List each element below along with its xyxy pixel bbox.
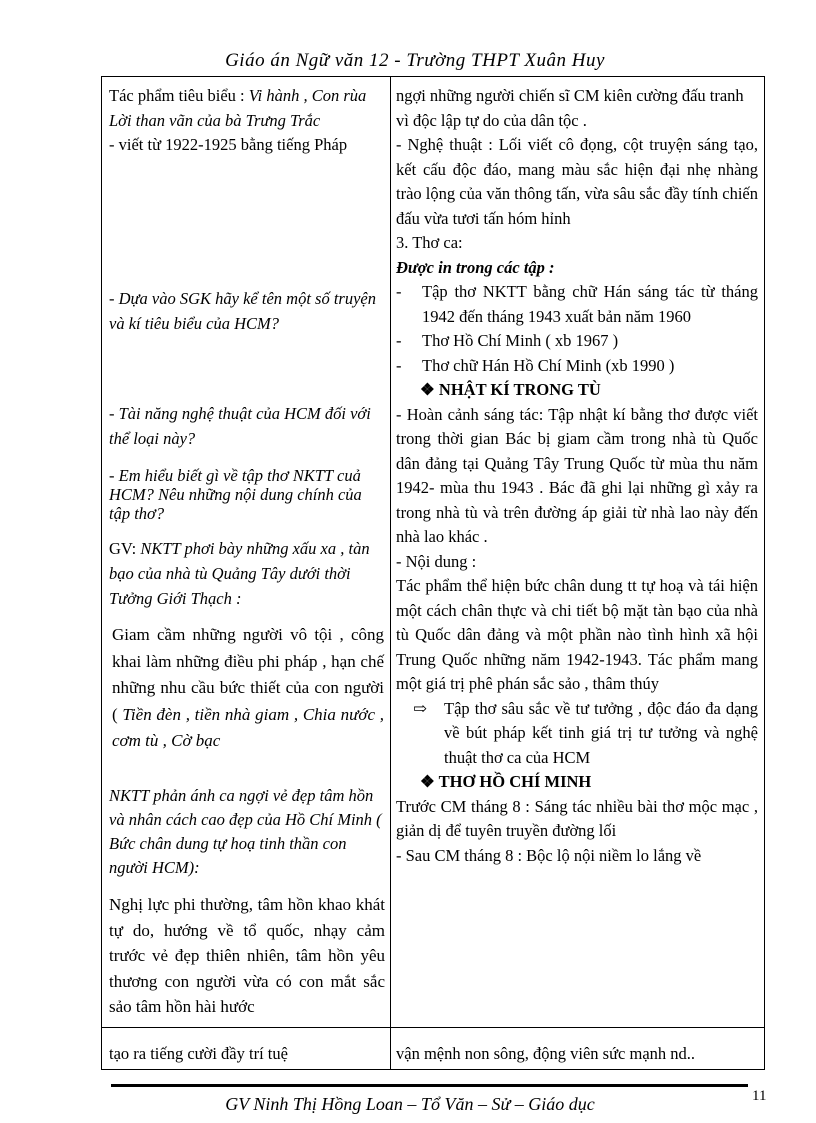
arrow-icon: ⇨ (413, 698, 427, 718)
bullet-mark: - (396, 282, 402, 301)
left-column-top (109, 84, 385, 158)
right-after-revolution: - Sau CM tháng 8 : Bộc lộ nội niềm lo lắng về (396, 845, 702, 865)
right-before-revolution: Trước CM tháng 8 : Sáng tác nhiều bài thơ mộc mạc , giản dị để tuyên truyền đường lối (396, 796, 758, 840)
list-item (396, 280, 758, 329)
question-1: - Dựa vào SGK hãy kể tên một số truyện và kí tiêu biểu của HCM? (109, 289, 376, 333)
right-art: - Nghệ thuật : Lối viết cô đọng, cột truyện sáng tạo, kết cấu độc đáo, mang màu sắc hiện đại nhẹ nhàng trào lộng của văn thông tấn, vừa sâu sắc đầy tính chiến đấu vừa tươi tấn hóm hỉnh (396, 135, 758, 228)
page-footer: GV Ninh Thị Hồng Loan – Tổ Văn – Sử – Giáo dục (225, 1094, 595, 1114)
p1-text: Giam cầm những người vô tội , công khai làm những điều phi pháp , hạn chế những nhu cầu bức thiết của con người ( (112, 625, 384, 724)
left-written-line: - viết từ 1922-1925 bằng tiếng Pháp (109, 135, 348, 154)
list-item-text: Tập thơ NKTT bằng chữ Hán sáng tác từ tháng 1942 đến tháng 1943 xuất bản năm 1960 (422, 282, 758, 326)
question-3: - Em hiểu biết gì về tập thơ NKTT cuả HCM? Nêu những nội dung chính của tập thơ? (109, 466, 362, 523)
gv-note-text: NKTT phơi bày những xấu xa , tàn bạo của nhà tù Quảng Tây dưới thời Tưởng Giới Thạch : (109, 539, 370, 608)
gv-label: GV: (109, 539, 141, 558)
heading-poetry: ❖ THƠ HỒ CHÍ MINH (420, 772, 592, 791)
question-2: - Tài năng nghệ thuật của HCM đối với thể loại này? (109, 404, 371, 448)
left-paragraph-3: Nghị lực phi thường, tâm hồn khao khát tự do, hướng về tổ quốc, nhạy cảm trước vẻ đẹp thiên nhiên, tâm hồn yêu thương con người vừa có con mắt sắc sảo tâm hồn hài hước (109, 895, 385, 1016)
right-published-in: Được in trong các tập : (396, 257, 555, 277)
row-divider (101, 1027, 765, 1028)
right-column (396, 84, 758, 868)
left-paragraph-1 (112, 622, 384, 755)
left-works-line (109, 84, 385, 133)
list-item (396, 329, 758, 354)
left-paragraph-2: NKTT phản ánh ca ngợi vẻ đẹp tâm hồn và nhân cách cao đẹp của Hồ Chí Minh ( Bức chân dung tự hoạ tinh thần con người HCM): (109, 786, 382, 877)
footer-rule (111, 1084, 748, 1087)
right-context: - Hoàn cảnh sáng tác: Tập nhật kí bằng thơ được viết trong thời gian Bác bị giam cầm trong nhà tù Quốc dân đảng tại Quảng Tây Trung Quốc từ mùa thu năm 1942- mùa thu 1943 . Bác đã ghi lại những gì xảy ra trong nhà tù và trên đường áp giải từ nhà lao này đến nhà lao khác . (396, 404, 758, 546)
p1-italic: Tiền đèn , tiền nhà giam , Chia nước , cơm tù , Cờ bạc (112, 704, 384, 750)
page-number: 11 (752, 1088, 767, 1104)
left-bottom-row: tạo ra tiếng cười đầy trí tuệ (109, 1044, 288, 1063)
right-section-3: 3. Thơ ca: (396, 233, 463, 252)
right-content-label: - Nội dung : (396, 551, 477, 571)
label: Tác phẩm tiêu biểu : (109, 86, 249, 105)
list-item-text: Thơ Hồ Chí Minh ( xb 1967 ) (422, 331, 619, 350)
page-header: Giáo án Ngữ văn 12 - Trường THPT Xuân Huy (225, 50, 605, 71)
column-divider (390, 76, 391, 1070)
right-intro: ngợi những người chiến sĩ CM kiên cường đấu tranh vì độc lập tự do của dân tộc . (396, 86, 744, 130)
list-item-text: Thơ chữ Hán Hồ Chí Minh (xb 1990 ) (422, 355, 675, 375)
gv-note (109, 536, 385, 611)
right-content: Tác phẩm thể hiện bức chân dung tt tự hoạ và tái hiện một cách chân thực và chi tiết bộ mặt tàn bạo của nhà tù Quốc dân đảng và một phần nào tình hình xã hội Trung Quốc những năm 1942-1943. Tác phẩm mang một giá trị phê phán sắc sảo , thâm thúy (396, 576, 758, 693)
bullet-mark: - (396, 331, 402, 350)
right-bottom-row: vận mệnh non sông, động viên sức mạnh nd.. (396, 1044, 696, 1063)
works-italic: Vi hành , Con rùa Lời than vãn của bà Trưng Trắc (109, 86, 367, 130)
list-item (396, 354, 758, 379)
heading-nktt: ❖ NHẬT KÍ TRONG TÙ (420, 380, 601, 399)
arrow-item (396, 697, 758, 771)
arrow-item-text: Tập thơ sâu sắc về tư tưởng , độc đáo đa dạng về bút pháp kết tinh giá trị tư tưởng và nghệ thuật thơ ca của HCM (444, 698, 758, 767)
bullet-mark: - (396, 355, 402, 375)
